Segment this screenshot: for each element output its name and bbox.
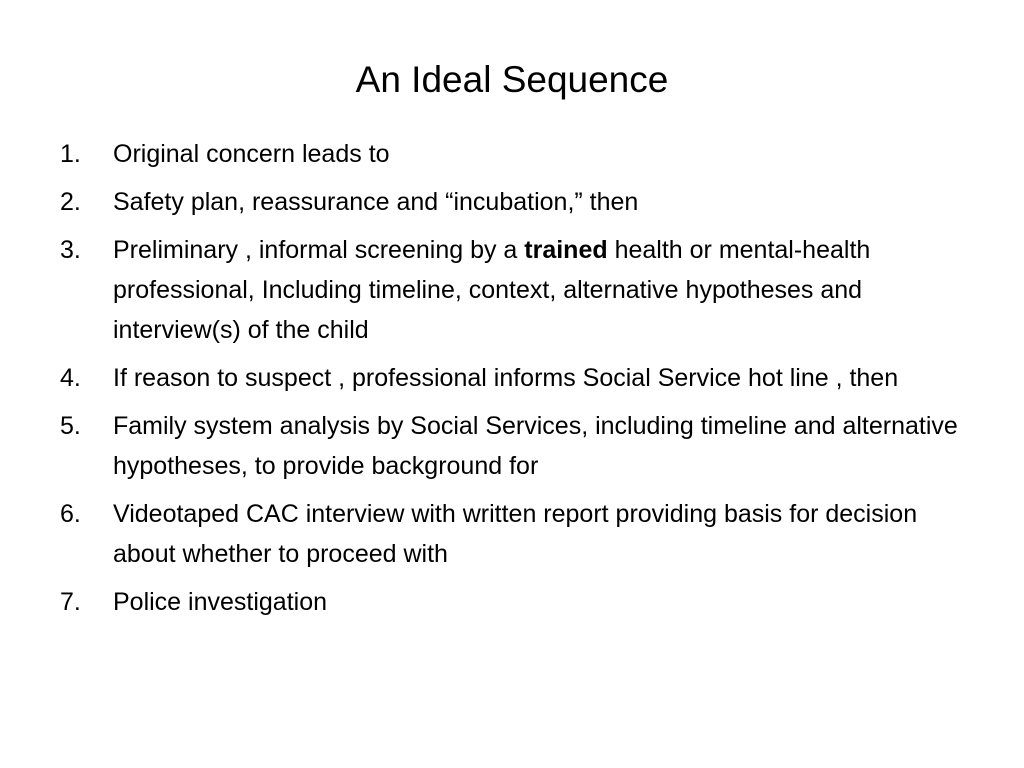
item-number: 4.: [60, 364, 81, 392]
slide-title: An Ideal Sequence: [355, 59, 669, 100]
item-number: 5.: [60, 412, 81, 440]
list-item: [60, 134, 980, 174]
item-text: Videotaped CAC interview with written report providing basis for decision about whether to proceed with: [113, 500, 918, 568]
item-text-after: health or mental-health professional, Including timeline, context, alternative hypotheses and interview(s) of the child: [113, 236, 871, 344]
item-number: 1.: [60, 140, 81, 168]
list-item: [60, 358, 980, 398]
sequence-list: [60, 134, 980, 630]
item-text: Safety plan, reassurance and “incubation,” then: [113, 188, 639, 216]
item-text: Police investigation: [113, 588, 328, 616]
item-text-before: Preliminary , informal screening by a: [113, 236, 525, 264]
item-number: 3.: [60, 236, 81, 264]
list-item: [60, 230, 980, 350]
item-number: 2.: [60, 188, 81, 216]
item-text: Original concern leads to: [113, 140, 390, 168]
item-number: 6.: [60, 500, 81, 528]
item-text-emphasis: trained: [524, 236, 608, 264]
item-text: Family system analysis by Social Services, including timeline and alternative hypotheses, to provide background for: [113, 412, 958, 480]
item-text: If reason to suspect , professional informs Social Service hot line , then: [113, 364, 899, 392]
item-number: 7.: [60, 588, 81, 616]
list-item: [60, 406, 980, 486]
list-item: [60, 582, 980, 622]
item-text: [113, 230, 980, 350]
list-item: [60, 494, 980, 574]
list-item: [60, 182, 980, 222]
